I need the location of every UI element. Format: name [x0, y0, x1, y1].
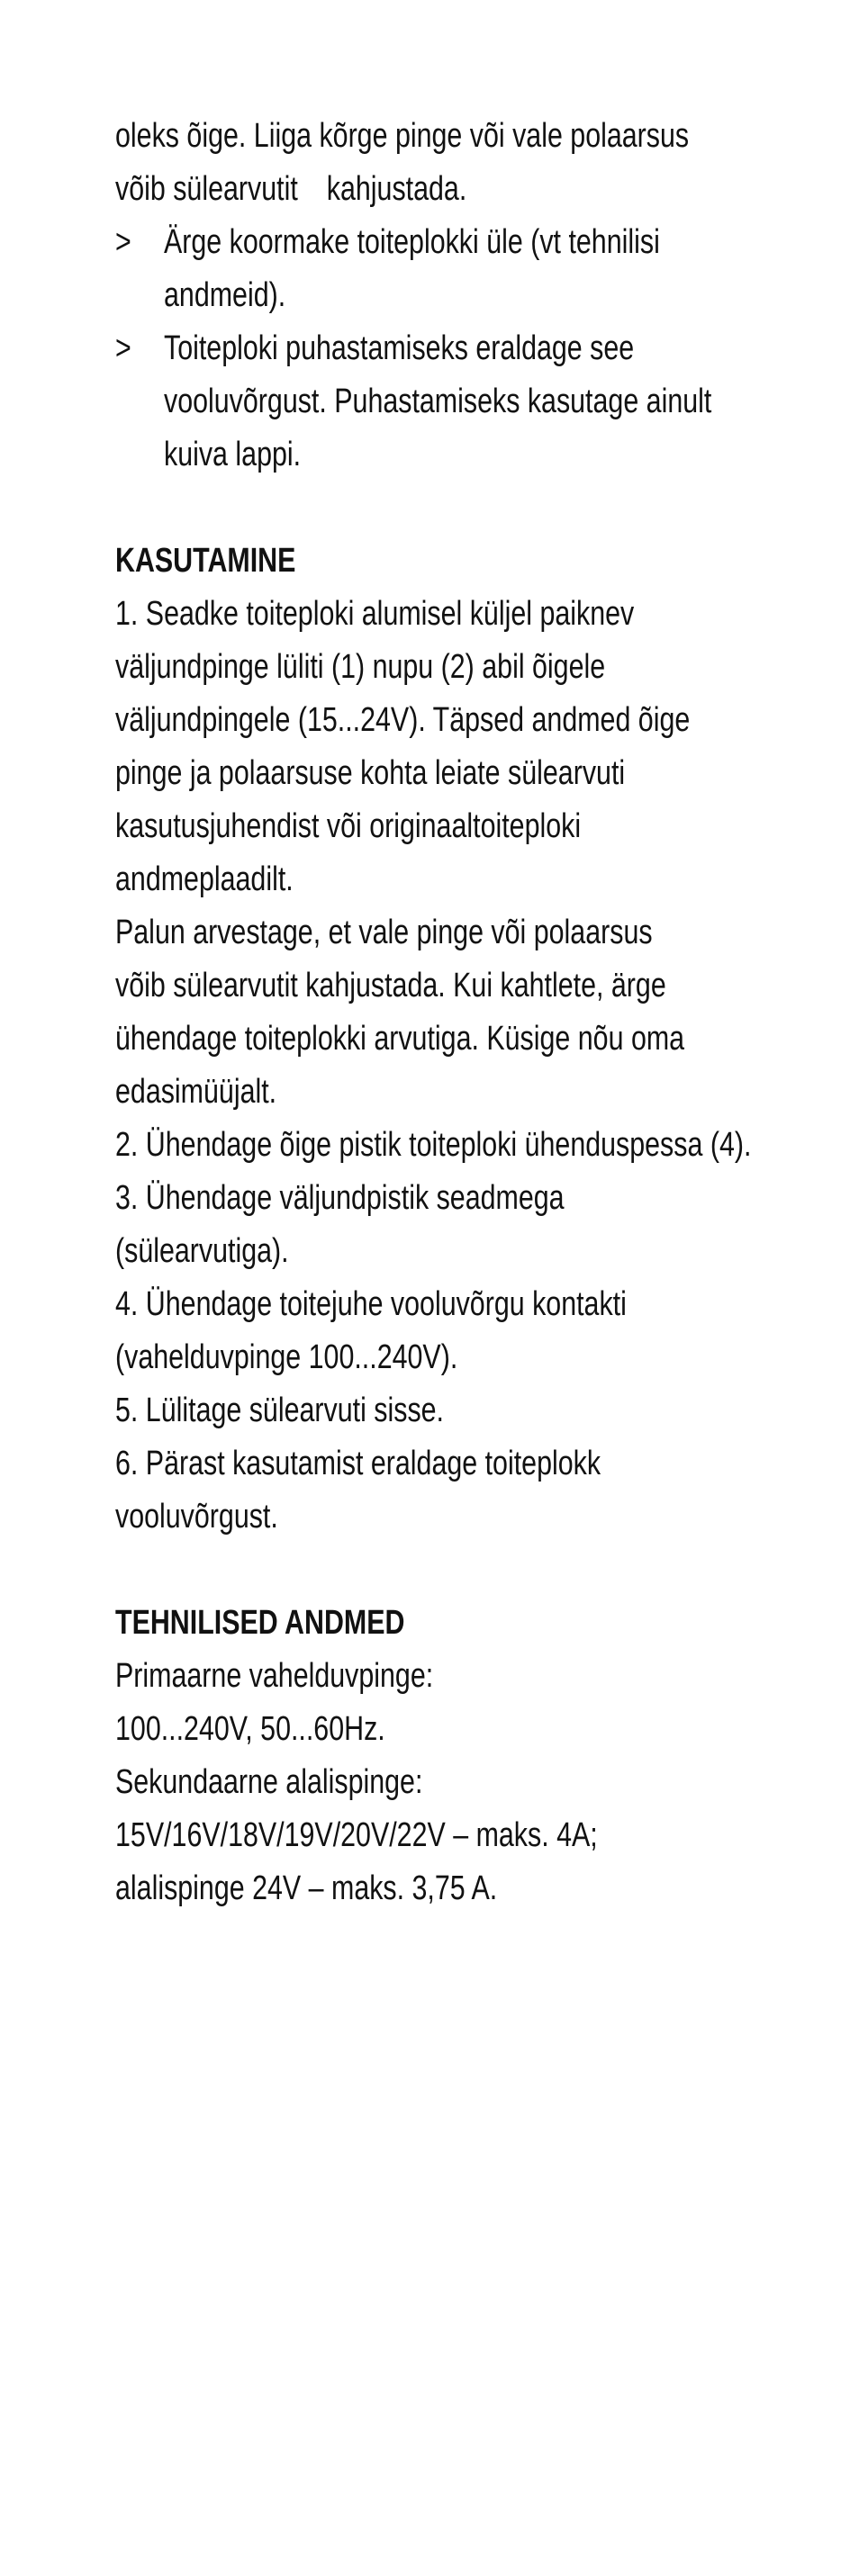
usage-line: 3. Ühendage väljundpistik seadmega: [115, 1179, 565, 1217]
usage-line: 5. Lülitage sülearvuti sisse.: [115, 1392, 444, 1429]
intro-line-1: oleks õige. Liiga kõrge pinge või vale polaarsus: [115, 117, 690, 155]
specs-heading: TEHNILISED ANDMED: [115, 1604, 405, 1642]
bullet-marker: >: [115, 223, 131, 261]
usage-line: (vahelduvpinge 100...240V).: [115, 1338, 458, 1376]
specs-line: Sekundaarne alalispinge:: [115, 1763, 423, 1801]
specs-section: [115, 1650, 764, 1915]
usage-heading: KASUTAMINE: [115, 542, 296, 580]
usage-line: 1. Seadke toiteploki alumisel küljel paiknev: [115, 595, 635, 633]
specs-line: 15V/16V/18V/19V/20V/22V – maks. 4A;: [115, 1816, 598, 1854]
usage-line: vooluvõrgust.: [115, 1498, 278, 1536]
usage-line: 6. Pärast kasutamist eraldage toiteplokk: [115, 1445, 601, 1482]
bullet-item-overload: [115, 216, 764, 322]
intro-line-2-part-b: kahjustada.: [326, 170, 467, 208]
document-page: [115, 110, 764, 1915]
usage-line: Palun arvestage, et vale pinge või polaarsus: [115, 914, 653, 951]
usage-line: pinge ja polaarsuse kohta leiate sülearvuti: [115, 754, 626, 792]
bullet-line: andmeid).: [164, 276, 286, 314]
intro-line-2-part-a: võib sülearvutit: [115, 170, 298, 208]
bullet-line: vooluvõrgust. Puhastamiseks kasutage ainult: [164, 383, 712, 420]
usage-line: edasimüüjalt.: [115, 1073, 277, 1111]
specs-line: alalispinge 24V – maks. 3,75 A.: [115, 1869, 498, 1907]
usage-line: 2. Ühendage õige pistik toiteploki ühenduspessa (4).: [115, 1126, 752, 1164]
bullet-item-cleaning: [115, 322, 764, 482]
usage-line: andmeplaadilt.: [115, 860, 294, 898]
usage-line: ühendage toiteplokki arvutiga. Küsige nõu oma: [115, 1020, 685, 1058]
specs-line: Primaarne vahelduvpinge:: [115, 1657, 434, 1695]
usage-line: võib sülearvutit kahjustada. Kui kahtlete, ärge: [115, 967, 666, 1004]
bullet-marker: >: [115, 329, 131, 367]
bullet-line: kuiva lappi.: [164, 436, 302, 473]
specs-line: 100...240V, 50...60Hz.: [115, 1710, 385, 1748]
usage-line: kasutusjuhendist või originaaltoiteploki: [115, 807, 582, 845]
usage-line: (sülearvutiga).: [115, 1232, 289, 1270]
bullet-line: Ärge koormake toiteplokki üle (vt tehnilisi: [164, 223, 660, 261]
bullet-line: Toiteploki puhastamiseks eraldage see: [164, 329, 635, 367]
usage-line: väljundpingele (15...24V). Täpsed andmed õige: [115, 701, 691, 739]
usage-line: väljundpinge lüliti (1) nupu (2) abil õigele: [115, 648, 606, 686]
usage-line: 4. Ühendage toitejuhe vooluvõrgu kontakti: [115, 1285, 627, 1323]
usage-section: [115, 588, 764, 1544]
intro-line-2: [115, 163, 634, 216]
